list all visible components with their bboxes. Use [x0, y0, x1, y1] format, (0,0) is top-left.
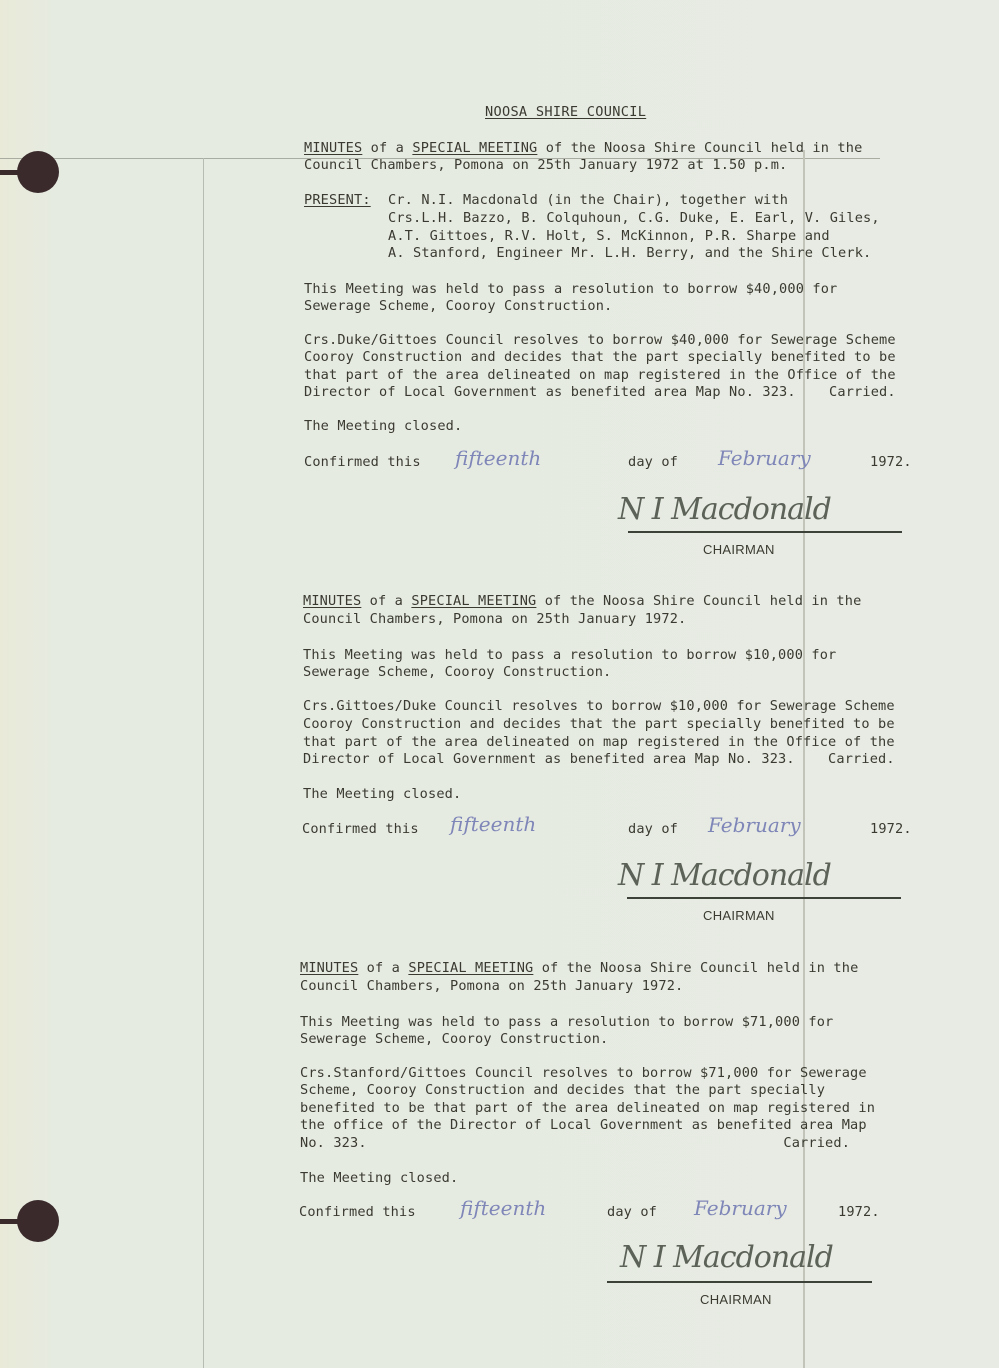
year: 1972. — [870, 821, 912, 837]
purpose-line: Sewerage Scheme, Cooroy Construction. — [303, 664, 612, 680]
resolution-line: Director of Local Government as benefited area Map No. 323. Carried. — [303, 751, 895, 767]
minutes-label: MINUTES — [303, 593, 362, 609]
confirmed-label: Confirmed this — [304, 454, 421, 470]
purpose-line: This Meeting was held to pass a resolution to borrow $71,000 for — [300, 1014, 834, 1030]
special-meeting-label: SPECIAL MEETING — [411, 593, 537, 609]
resolution-line: Cooroy Construction and decides that the part specially benefited to be — [303, 716, 895, 732]
heading-text: of a — [358, 960, 409, 976]
chairman-signature: N I Macdonald — [618, 492, 831, 527]
section-heading-line2: Council Chambers, Pomona on 25th January 1972. — [300, 978, 684, 994]
margin-rule-vertical — [203, 158, 204, 1368]
handwritten-day: fifteenth — [455, 446, 542, 470]
purpose-line: This Meeting was held to pass a resolution to borrow $10,000 for — [303, 647, 837, 663]
resolution-line: benefited to be that part of the area delineated on map registered in — [300, 1100, 876, 1116]
handwritten-month: February — [708, 813, 801, 837]
document-title: NOOSA SHIRE COUNCIL — [485, 104, 647, 120]
resolution-line: the office of the Director of Local Government as benefited area Map — [300, 1117, 867, 1133]
heading-text: of the Noosa Shire Council held in the — [537, 140, 863, 156]
chairman-label: CHAIRMAN — [700, 1292, 772, 1307]
chairman-label: CHAIRMAN — [703, 908, 775, 923]
handwritten-day: fifteenth — [460, 1196, 547, 1220]
section-heading-line2: Council Chambers, Pomona on 25th January 1972. — [303, 611, 687, 627]
resolution-line: that part of the area delineated on map registered in the Office of the — [304, 367, 896, 383]
section-heading-line2: Council Chambers, Pomona on 25th January 1972 at 1.50 p.m. — [304, 157, 788, 173]
binder-hole-icon — [17, 151, 59, 193]
resolution-line: Crs.Gittoes/Duke Council resolves to borrow $10,000 for Sewerage Scheme — [303, 698, 895, 714]
handwritten-day: fifteenth — [450, 812, 537, 836]
handwritten-month: February — [718, 446, 811, 470]
day-of-label: day of — [628, 821, 679, 837]
day-of-label: day of — [607, 1204, 658, 1220]
purpose-line: Sewerage Scheme, Cooroy Construction. — [304, 298, 613, 314]
chairman-signature: N I Macdonald — [620, 1240, 833, 1275]
chairman-signature: N I Macdonald — [618, 858, 831, 893]
special-meeting-label: SPECIAL MEETING — [408, 960, 534, 976]
meeting-closed: The Meeting closed. — [303, 786, 462, 802]
resolution-line: No. 323. Carried. — [300, 1135, 851, 1151]
purpose-line: This Meeting was held to pass a resolution to borrow $40,000 for — [304, 281, 838, 297]
attendee-line: A.T. Gittoes, R.V. Holt, S. McKinnon, P.R. Sharpe and — [388, 228, 830, 244]
attendee-line: Cr. N.I. Macdonald (in the Chair), together with — [388, 192, 789, 208]
meeting-closed: The Meeting closed. — [304, 418, 463, 434]
attendee-line: A. Stanford, Engineer Mr. L.H. Berry, and the Shire Clerk. — [388, 245, 872, 261]
resolution-line: Cooroy Construction and decides that the part specially benefited to be — [304, 349, 896, 365]
confirmed-label: Confirmed this — [302, 821, 419, 837]
binder-hole-icon — [17, 1200, 59, 1242]
heading-text: of the Noosa Shire Council held in the — [533, 960, 859, 976]
minutes-label: MINUTES — [300, 960, 359, 976]
special-meeting-label: SPECIAL MEETING — [412, 140, 538, 156]
signature-line — [628, 531, 902, 533]
resolution-line: Director of Local Government as benefited area Map No. 323. Carried. — [304, 384, 896, 400]
resolution-line: that part of the area delineated on map registered in the Office of the — [303, 734, 895, 750]
confirmed-label: Confirmed this — [299, 1204, 416, 1220]
handwritten-month: February — [694, 1196, 787, 1220]
signature-line — [607, 1281, 872, 1283]
section-heading — [304, 140, 862, 158]
attendee-line: Crs.L.H. Bazzo, B. Colquhoun, C.G. Duke, E. Earl, V. Giles, — [388, 210, 880, 226]
section-heading — [300, 960, 858, 978]
year: 1972. — [870, 454, 912, 470]
chairman-label: CHAIRMAN — [703, 542, 775, 557]
heading-text: of a — [361, 593, 412, 609]
section-heading — [303, 593, 861, 611]
minutes-label: MINUTES — [304, 140, 363, 156]
signature-line — [627, 897, 901, 899]
present-label: PRESENT: — [304, 192, 371, 208]
heading-text: of the Noosa Shire Council held in the — [536, 593, 862, 609]
resolution-line: Crs.Stanford/Gittoes Council resolves to borrow $71,000 for Sewerage — [300, 1065, 867, 1081]
day-of-label: day of — [628, 454, 679, 470]
meeting-closed: The Meeting closed. — [300, 1170, 459, 1186]
purpose-line: Sewerage Scheme, Cooroy Construction. — [300, 1031, 609, 1047]
resolution-line: Scheme, Cooroy Construction and decides that the part specially — [300, 1082, 826, 1098]
resolution-line: Crs.Duke/Gittoes Council resolves to borrow $40,000 for Sewerage Scheme — [304, 332, 896, 348]
heading-text: of a — [362, 140, 413, 156]
year: 1972. — [838, 1204, 880, 1220]
